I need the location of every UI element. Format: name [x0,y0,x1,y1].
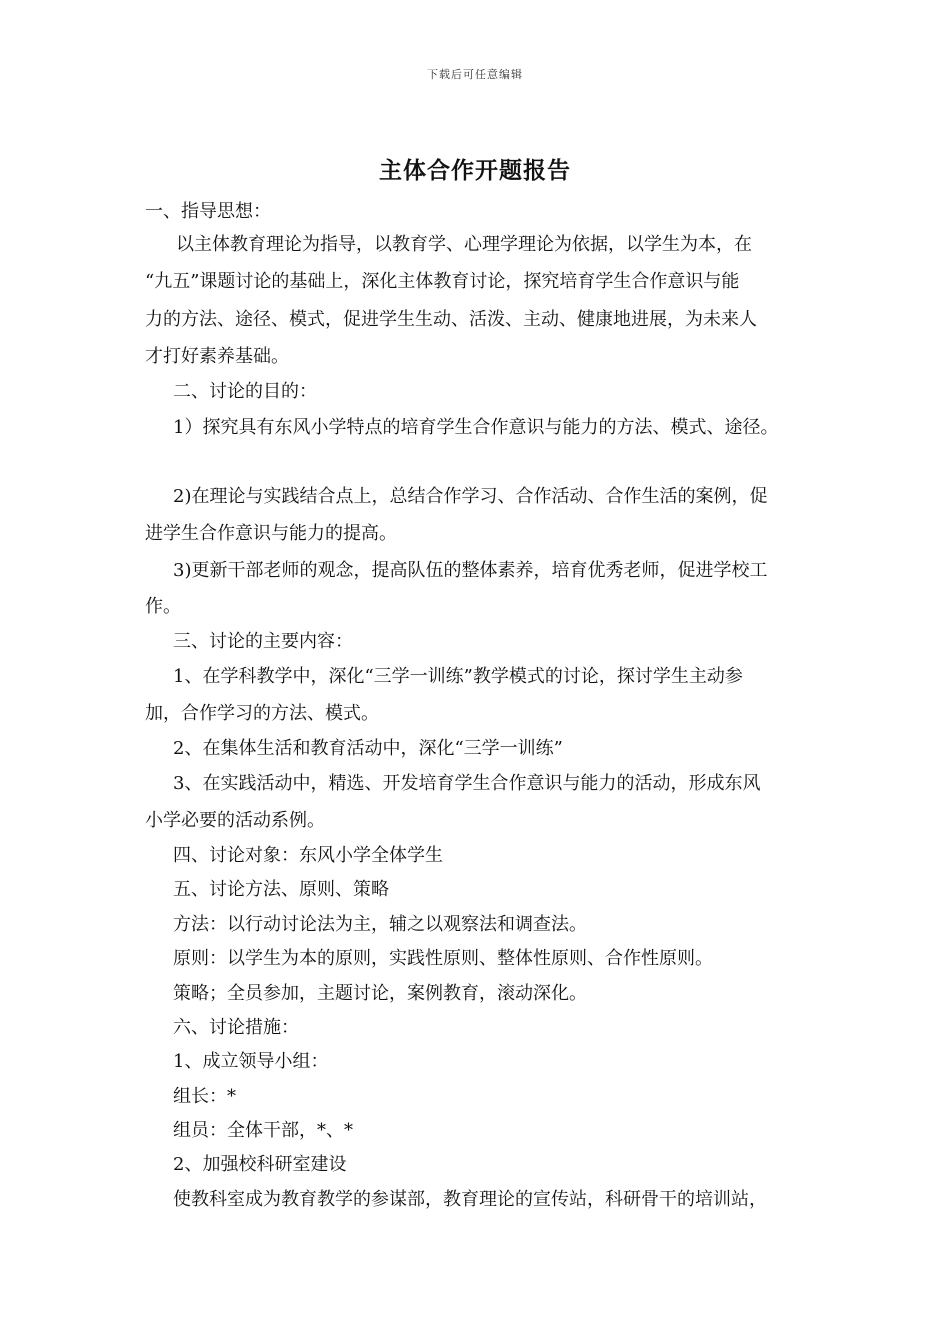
list-item: 1、成立领导小组： [173,1051,329,1072]
paragraph-line: 原则：以学生为本的原则，实践性原则、整体性原则、合作性原则。 [173,948,713,969]
paragraph-line: 才打好素养基础。 [145,346,289,367]
paragraph-line: 进学生合作意识与能力的提高。 [145,523,397,544]
paragraph-line: 以主体教育理论为指导，以教育学、心理学理论为依据，以学生为本，在 [176,234,752,255]
list-item: 3)更新干部老师的观念，提高队伍的整体素养，培育优秀老师，促进学校工 [173,560,768,581]
list-item: 2、在集体生活和教育活动中，深化“三学一训练” [173,738,563,759]
header-note: 下载后可任意编辑 [427,68,523,81]
list-item: 1、在学科教学中，深化“三学一训练”教学模式的讨论，探讨学生主动参 [173,666,743,687]
section-heading-content: 三、讨论的主要内容： [173,631,353,652]
paragraph-line: “九五”课题讨论的基础上，深化主体教育讨论，探究培育学生合作意识与能 [145,271,740,292]
document-title: 主体合作开题报告 [379,157,571,184]
list-item: 3、在实践活动中，精选、开发培育学生合作意识与能力的活动，形成东风 [173,773,761,794]
paragraph-line: 加，合作学习的方法、模式。 [145,703,379,724]
paragraph-line: 作。 [145,596,181,617]
paragraph-line: 小学必要的活动系例。 [145,810,325,831]
section-heading-subjects: 四、讨论对象：东风小学全体学生 [173,845,443,866]
paragraph-line: 策略；全员参加，主题讨论，案例教育，滚动深化。 [173,983,587,1004]
list-item: 2)在理论与实践结合点上，总结合作学习、合作活动、合作生活的案例，促 [173,486,768,507]
section-heading-guiding-ideology: 一、指导思想： [145,201,271,222]
list-item: 1）探究具有东风小学特点的培育学生合作意识与能力的方法、模式、途径。 [173,417,779,438]
paragraph-line: 使教科室成为教育教学的参谋部，教育理论的宣传站，科研骨干的培训站， [173,1189,767,1210]
paragraph-line: 组员：全体干部，*、* [173,1120,353,1141]
paragraph-line: 力的方法、途径、模式，促进学生生动、活泼、主动、健康地进展，为未来人 [145,309,757,330]
paragraph-line: 方法：以行动讨论法为主，辅之以观察法和调查法。 [173,914,587,935]
section-heading-measures: 六、讨论措施： [173,1017,299,1038]
section-heading-purpose: 二、讨论的目的： [173,381,317,402]
section-heading-methods: 五、讨论方法、原则、策略 [173,879,389,900]
paragraph-line: 组长：* [173,1086,236,1107]
list-item: 2、加强校科研室建设 [173,1154,347,1175]
